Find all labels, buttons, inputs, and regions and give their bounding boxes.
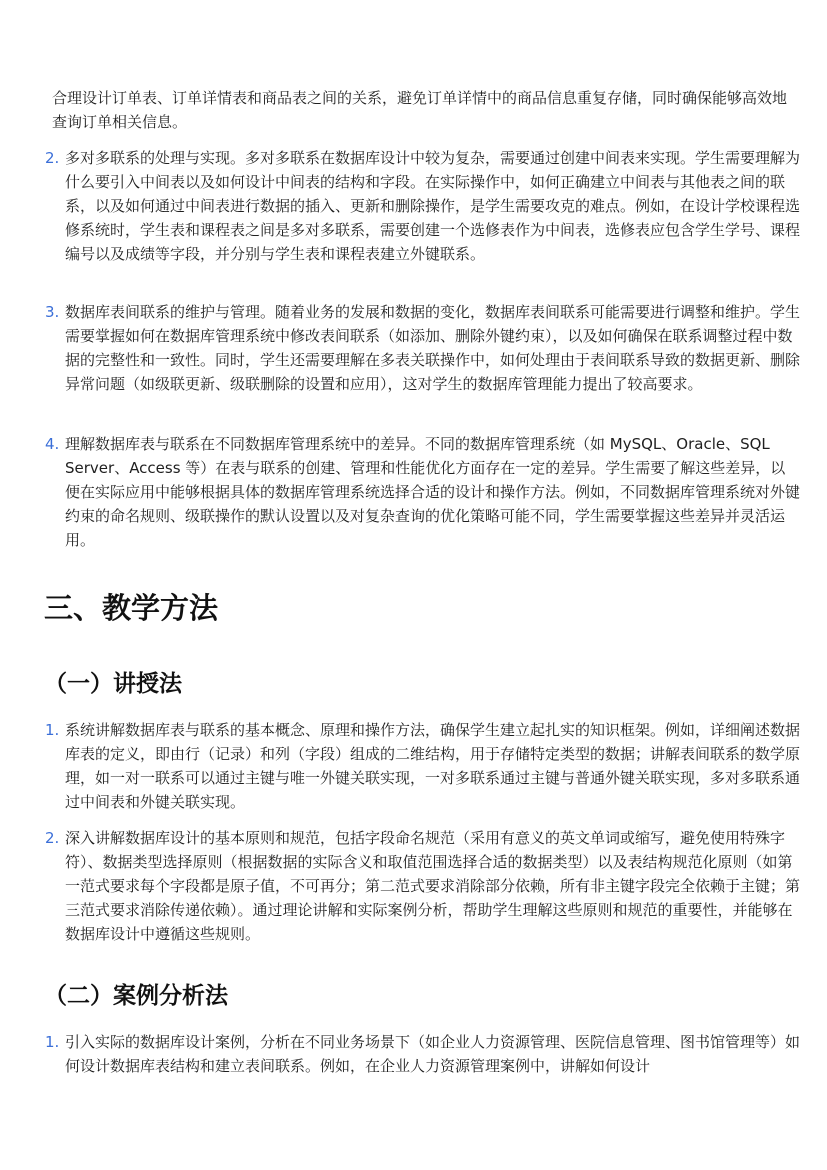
- list-item: [0, 300, 800, 396]
- intro-paragraph: 合理设计订单表、订单详情表和商品表之间的关系，避免订单详情中的商品信息重复存储，同时确保能够高效地查询订单相关信息。: [52, 89, 788, 131]
- subsection-title-case: （二）案例分析法: [44, 983, 228, 1009]
- lecture-list-2: [0, 826, 827, 946]
- list-item-text: 数据库表间联系的维护与管理。随着业务的发展和数据的变化，数据库表间联系可能需要进行调整和维护。学生需要掌握如何在数据库管理系统中修改表间联系（如添加、删除外键约束），以及如何确保在联系调整过程中数据的完整性和一致性。同时，学生还需要理解在多表关联操作中，如何处理由于表间联系导致的数据更新、删除异常问题（如级联更新、级联删除的设置和应用），这对学生的数据库管理能力提出了较高要求。: [65, 303, 801, 393]
- section-title: 三、教学方法: [44, 591, 219, 625]
- list-number: 1.: [45, 1033, 60, 1051]
- list-number: 2.: [45, 149, 60, 167]
- lecture-list: [0, 718, 827, 814]
- list-number: 2.: [45, 829, 60, 847]
- list-number: 3.: [45, 303, 60, 321]
- list-number: 4.: [45, 435, 60, 453]
- list-item-text: 引入实际的数据库设计案例，分析在不同业务场景下（如企业人力资源管理、医院信息管理、图书馆管理等）如何设计数据库表结构和建立表间联系。例如，在企业人力资源管理案例中，讲解如何设计: [65, 1033, 801, 1075]
- difficulty-list: [0, 146, 827, 266]
- difficulty-list-4: [0, 432, 827, 552]
- case-list: [0, 1030, 827, 1078]
- difficulty-list-3: [0, 300, 827, 396]
- list-item-text: 多对多联系的处理与实现。多对多联系在数据库设计中较为复杂，需要通过创建中间表来实现。学生需要理解为什么要引入中间表以及如何设计中间表的结构和字段。在实际操作中，如何正确建立中间表与其他表之间的联系，以及如何通过中间表进行数据的插入、更新和删除操作，是学生需要攻克的难点。例如，在设计学校课程选修系统时，学生表和课程表之间是多对多联系，需要创建一个选修表作为中间表，选修表应包含学生学号、课程编号以及成绩等字段，并分别与学生表和课程表建立外键联系。: [65, 149, 801, 263]
- list-item-text: 系统讲解数据库表与联系的基本概念、原理和操作方法，确保学生建立起扎实的知识框架。例如，详细阐述数据库表的定义，即由行（记录）和列（字段）组成的二维结构，用于存储特定类型的数据；讲解表间联系的数学原理，如一对一联系可以通过主键与唯一外键关联实现，一对多联系通过主键与普通外键关联实现，多对多联系通过中间表和外键关联实现。: [65, 721, 801, 811]
- list-item: [0, 1030, 800, 1078]
- list-item-text: 理解数据库表与联系在不同数据库管理系统中的差异。不同的数据库管理系统（如 MySQL、Oracle、SQL Server、Access 等）在表与联系的创建、管理和性能优化方面存在一定的差异。学生需要了解这些差异，以便在实际应用中能够根据具体的数据库管理系统选择合适的设计和操作方法。例如，不同数据库管理系统对外键约束的命名规则、级联操作的默认设置以及对复杂查询的优化策略可能不同，学生需要掌握这些差异并灵活运用。: [65, 435, 801, 549]
- list-item: [0, 146, 800, 266]
- list-number: 1.: [45, 721, 60, 739]
- list-item: [0, 718, 800, 814]
- list-item: [0, 826, 800, 946]
- list-item-text: 深入讲解数据库设计的基本原则和规范，包括字段命名规范（采用有意义的英文单词或缩写，避免使用特殊字符）、数据类型选择原则（根据数据的实际含义和取值范围选择合适的数据类型）以及表结构规范化原则（如第一范式要求每个字段都是原子值，不可再分；第二范式要求消除部分依赖，所有非主键字段完全依赖于主键；第三范式要求消除传递依赖）。通过理论讲解和实际案例分析，帮助学生理解这些原则和规范的重要性，并能够在数据库设计中遵循这些规则。: [65, 829, 801, 943]
- list-item: [0, 432, 800, 552]
- subsection-title-lecture: （一）讲授法: [44, 671, 182, 697]
